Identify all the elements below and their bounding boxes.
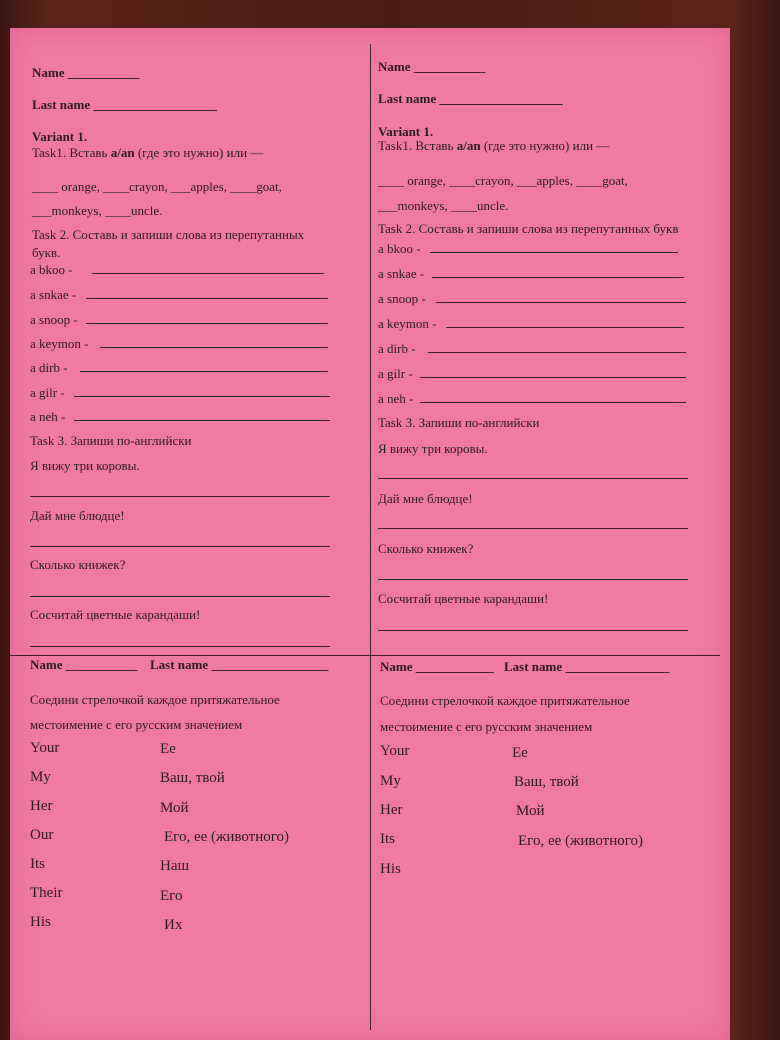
russian-meaning: Его [160,888,183,904]
name-field-label: Name ___________ [378,59,486,74]
russian-meaning: Ваш, твой [160,770,225,786]
russian-meaning: Ее [160,741,176,757]
answer-line [30,596,330,597]
answer-line [378,630,688,631]
phrase: Я вижу три коровы. [378,441,488,456]
answer-line [428,352,686,353]
answer-line [30,646,330,647]
scrambled-word: a snkae - [30,287,77,302]
last-name-field-label: Last name ________________ [504,659,670,674]
task2-instruction: Task 2. Составь и запиши слова из перепутанных [32,227,305,242]
answer-line [30,496,330,497]
last-name-field-label: Last name ___________________ [378,91,563,106]
scrambled-word: a keymon - [378,316,437,331]
name-field-label: Name ___________ [32,65,140,80]
answer-line [74,420,330,421]
name-field-label: Name ___________ [30,657,138,672]
task1-line-2: ___monkeys, ____uncle. [378,198,509,213]
scrambled-word: a gilr - [378,366,413,381]
answer-line [80,371,328,372]
answer-line [100,347,328,348]
english-pronoun: My [380,773,401,789]
phrase: Сосчитай цветные карандаши! [378,591,549,606]
phrase: Дай мне блюдце! [30,508,125,523]
russian-meaning: Его, ее (животного) [518,833,644,849]
english-pronoun: Its [380,831,395,847]
english-pronoun: His [380,861,401,877]
english-pronoun: Their [30,885,63,901]
scrambled-word: a dirb - [30,360,68,375]
answer-line [378,579,688,580]
english-pronoun: Its [30,856,45,872]
phrase: Сколько книжек? [378,541,474,556]
russian-meaning: Ваш, твой [514,774,579,790]
answer-line [74,396,330,397]
english-pronoun: His [30,914,51,930]
name-field-label: Name ____________ [380,659,494,674]
answer-line [420,402,686,403]
task1-suffix: (где это нужно) или — [480,138,610,153]
horizontal-divider [10,655,720,656]
phrase: Сосчитай цветные карандаши! [30,607,201,622]
russian-meaning: Ее [512,745,528,761]
phrase: Дай мне блюдце! [378,491,473,506]
scrambled-word: a snkae - [378,266,425,281]
answer-line [436,302,686,303]
scrambled-word: a snoop - [378,291,426,306]
task1-line-2: ___monkeys, ____uncle. [32,203,163,218]
answer-line [378,528,688,529]
answer-line [86,298,328,299]
answer-line [92,273,324,274]
english-pronoun: Your [30,740,60,756]
phrase: Сколько книжек? [30,557,126,572]
task1-bold: a/an [110,145,135,160]
russian-meaning: Наш [160,858,190,874]
scrambled-word: a bkoo - [30,262,73,277]
answer-line [420,377,686,378]
answer-line [430,252,678,253]
phrase: Я вижу три коровы. [30,458,140,473]
task3-instruction: Task 3. Запиши по-английски [30,433,192,448]
answer-line [30,546,330,547]
scrambled-word: a keymon - [30,336,89,351]
english-pronoun: Her [30,798,53,814]
task1-instruction [378,139,609,152]
match-instruction-cont: местоимение с его русским значением [380,719,593,734]
task1-line-1: ____ orange, ____crayon, ___apples, ____goat, [32,179,282,194]
task1-prefix: Task1. Вставь [32,145,111,160]
scrambled-word: a gilr - [30,385,65,400]
russian-meaning: Его, ее (животного) [164,829,290,845]
task1-instruction [32,146,263,159]
scrambled-word: a snoop - [30,312,78,327]
russian-meaning: Их [164,917,183,933]
russian-meaning: Мой [516,803,545,819]
task3-instruction: Task 3. Запиши по-английски [378,415,540,430]
last-name-field-label: Last name __________________ [150,657,329,672]
scrambled-word: a dirb - [378,341,416,356]
task1-suffix: (где это нужно) или — [134,145,264,160]
task1-prefix: Task1. Вставь [378,138,457,153]
russian-meaning: Мой [160,800,189,816]
scrambled-word: a neh - [30,409,66,424]
task2-instruction-cont: букв. [32,245,61,260]
english-pronoun: Her [380,802,403,818]
task2-instruction: Task 2. Составь и запиши слова из перепутанных букв [378,221,679,236]
english-pronoun: Our [30,827,54,843]
last-name-field-label: Last name ___________________ [32,97,217,112]
scrambled-word: a bkoo - [378,241,421,256]
answer-line [378,478,688,479]
match-instruction-cont: местоимение с его русским значением [30,717,243,732]
english-pronoun: My [30,769,51,785]
answer-line [432,277,684,278]
match-instruction: Соедини стрелочкой каждое притяжательное [380,693,630,708]
task1-bold: a/an [456,138,481,153]
answer-line [86,323,328,324]
vertical-divider [370,44,371,1030]
scrambled-word: a neh - [378,391,414,406]
task1-line-1: ____ orange, ____crayon, ___apples, ____goat, [378,173,628,188]
answer-line [446,327,684,328]
variant-title: Variant 1. [32,129,88,144]
variant-title: Variant 1. [378,124,434,139]
english-pronoun: Your [380,743,410,759]
match-instruction: Соедини стрелочкой каждое притяжательное [30,692,280,707]
